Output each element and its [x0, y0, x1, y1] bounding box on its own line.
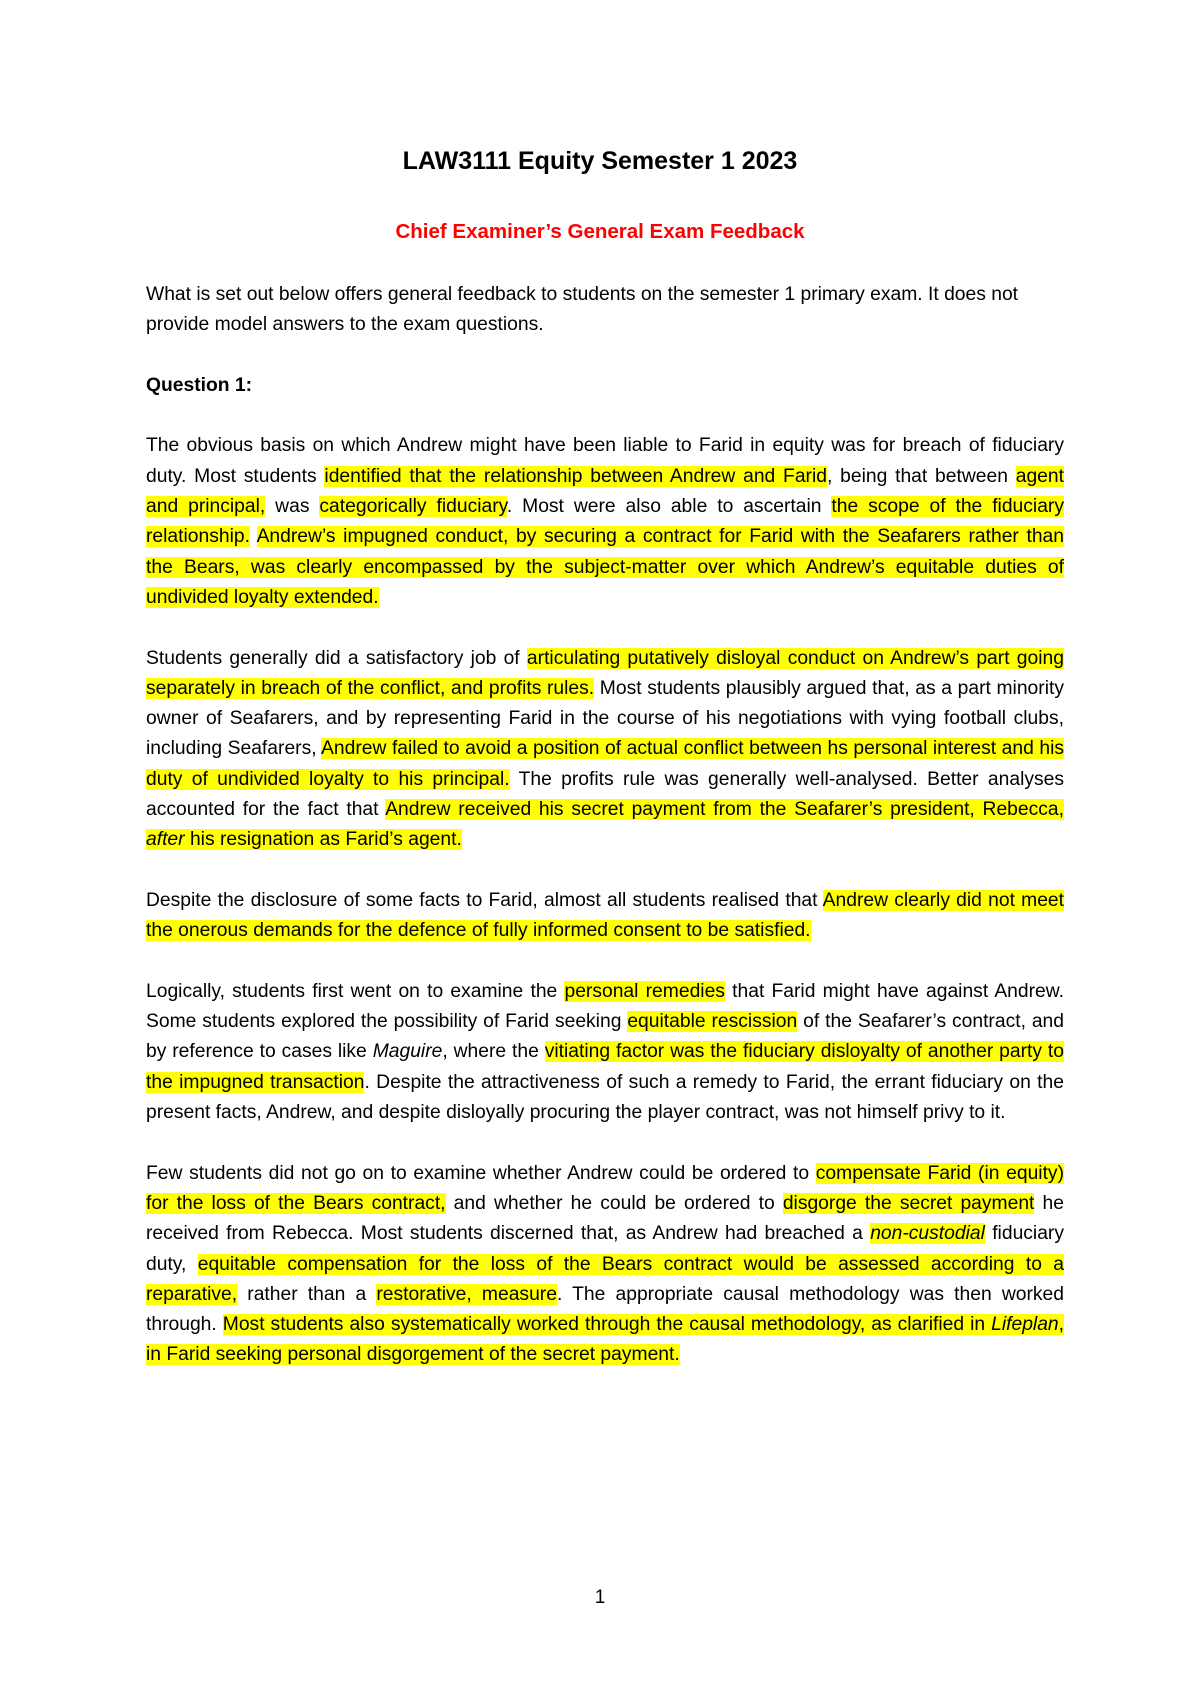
body-paragraph: Logically, students first went on to examine the personal remedies that Farid might have against Andrew. Some students explored the possibility of Farid seeking equitable rescission of the Seafarer’s contract, and by reference to cases like Maguire, where the vitiating factor was the fiduciary disloyalty of another party to the impugned transaction. Despite the attractiveness of such a remedy to Farid, the errant fiduciary on the present facts, Andrew, and despite disloyally procuring the player contract, was not himself privy to it.	[146, 980, 1065, 1124]
highlighted-text: the scope of the fiduciary relationship.	[146, 496, 1064, 548]
highlighted-text: vitiating factor was the fiduciary disloyalty of another party to the impugned transaction	[146, 1041, 1064, 1093]
page-number: 1	[594, 1587, 606, 1608]
body-paragraph: The obvious basis on which Andrew might have been liable to Farid in equity was for breach of fiduciary duty. Most students identified that the relationship between Andrew and Farid, being that between agent and principal, was categorically fiduciary. Most were also able to ascertain the scope of the fiduciary relationship. Andrew’s impugned conduct, by securing a contract for Farid with the Seafarers rather than the Bears, was clearly encompassed by the subject-matter over which Andrew’s equitable duties of undivided loyalty extended.	[146, 435, 1065, 608]
italic-text: Maguire	[372, 1041, 443, 1063]
body-paragraph: Few students did not go on to examine whether Andrew could be ordered to compensate Farid (in equity) for the loss of the Bears contract, and whether he could be ordered to disgorge the secret payment he received from Rebecca. Most students discerned that, as Andrew had breached a non-custodial fiduciary duty, equitable compensation for the loss of the Bears contract would be assessed according to a reparative, rather than a restorative, measure. The appropriate causal methodology was then worked through. Most students also systematically worked through the causal methodology, as clarified in Lifeplan, in Farid seeking personal disgorgement of the secret payment.	[146, 1162, 1065, 1366]
intro-paragraph: What is set out below offers general feedback to students on the semester 1 primary exam. It does not provide model answers to the exam questions.	[146, 284, 1019, 336]
highlighted-text: equitable compensation for the loss of the Bears contract would be assessed according to a reparative,	[146, 1253, 1064, 1305]
highlighted-text: categorically fiduciary	[319, 496, 507, 518]
highlighted-text: Most students also systematically worked through the causal methodology, as clarified in	[222, 1314, 992, 1336]
highlighted-text: Andrew’s impugned conduct, by securing a contract for Farid with the Seafarers rather than the Bears, was clearly encompassed by the subject-matter over which Andrew’s equitable duties of undivided loyalty extended.	[146, 526, 1065, 608]
highlighted-text: identified that the relationship between Andrew and Farid	[324, 465, 827, 487]
highlighted-text: equitable rescission	[627, 1011, 798, 1033]
document-body	[146, 280, 1064, 1401]
body-paragraph: Despite the disclosure of some facts to Farid, almost all students realised that Andrew clearly did not meet the onerous demands for the defence of fully informed consent to be satisfied.	[146, 889, 1064, 942]
highlighted-text: disgorge the secret payment	[782, 1192, 1035, 1214]
highlighted-text: agent and principal,	[146, 465, 1064, 518]
highlighted-text: Lifeplan	[991, 1314, 1059, 1336]
highlighted-text: , in Farid seeking personal disgorgement of the secret payment.	[146, 1314, 1065, 1366]
highlighted-text: his resignation as Farid’s agent.	[184, 829, 462, 851]
body-paragraph: Students generally did a satisfactory job of articulating putatively disloyal conduct on Andrew’s part going separately in breach of the conflict, and profits rules. Most students plausibly argued that, as a part minority owner of Seafarers, and by representing Farid in the course of his negotiations with vying football clubs, including Seafarers, Andrew failed to avoid a position of actual conflict between hs personal interest and his duty of undivided loyalty to his principal. The profits rule was generally well-analysed. Better analyses accounted for the fact that Andrew received his secret payment from the Seafarer’s president, Rebecca, after his resignation as Farid’s agent.	[146, 647, 1064, 851]
document-title: LAW3111 Equity Semester 1 2023	[402, 147, 798, 175]
highlighted-text: Andrew clearly did not meet the onerous demands for the defence of fully informed consent to be satisfied.	[146, 889, 1064, 942]
highlighted-text: Andrew received his secret payment from the Seafarer’s president, Rebecca,	[385, 799, 1064, 821]
highlighted-text: compensate Farid (in equity) for the loss of the Bears contract,	[146, 1162, 1064, 1214]
highlighted-text: restorative, measure	[376, 1283, 557, 1305]
question-heading: Question 1:	[146, 374, 253, 396]
highlighted-text: articulating putatively disloyal conduct on Andrew’s part going separately in breach of the conflict, and profits rules.	[146, 647, 1064, 699]
highlighted-text: non-custodial	[870, 1223, 985, 1245]
highlighted-text: Andrew failed to avoid a position of actual conflict between hs personal interest and his duty of undivided loyalty to his principal.	[146, 738, 1064, 790]
highlighted-text: after	[146, 829, 185, 851]
document-subtitle: Chief Examiner’s General Exam Feedback	[395, 220, 805, 243]
highlighted-text: personal remedies	[564, 980, 725, 1002]
